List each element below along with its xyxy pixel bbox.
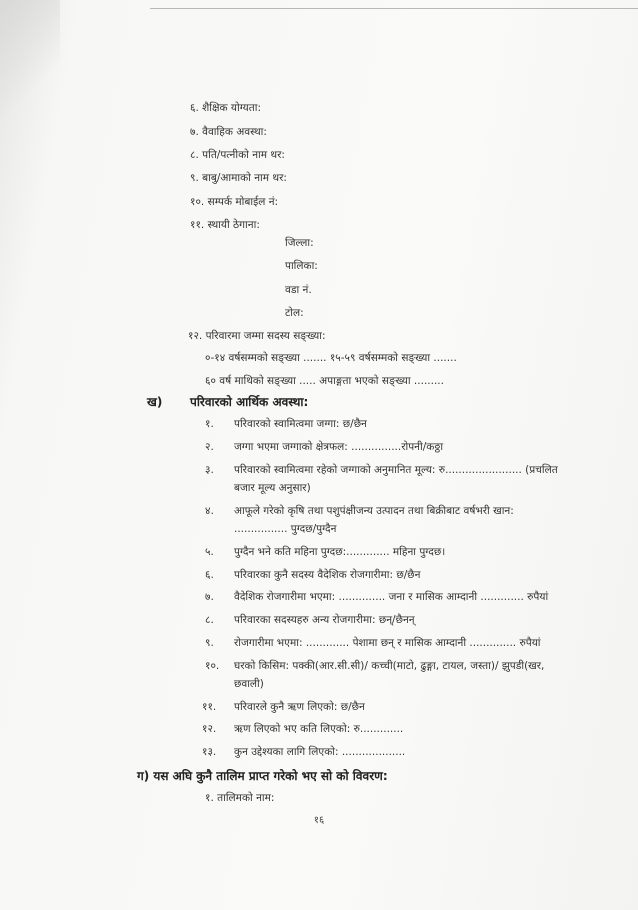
kha-item-num: २. <box>205 441 214 453</box>
kha-item-text: ऋण लिएको भए कति लिएको: रु............. <box>234 723 404 735</box>
kha-item-num: ५. <box>205 546 214 558</box>
kha-item-num: ३. <box>205 464 214 476</box>
kha-item-text: परिवारका सदस्यहरु अन्य रोजगारीमा: छन्/छैनन् <box>234 614 415 626</box>
kha-item-num: ८. <box>205 614 214 626</box>
section-kha-title: परिवारको आर्थिक अवस्था: <box>190 395 309 409</box>
kha-item-num: ७. <box>205 591 214 603</box>
kha-item-text: बजार मूल्य अनुसार) <box>234 482 311 494</box>
kha-item-num: ४. <box>205 505 214 517</box>
family-members-row1: ०-१४ वर्षसम्मको सङ्ख्या ....... १५-५९ वर्षसम्मको सङ्ख्या ....... <box>205 352 457 364</box>
kha-item-text: परिवारले कुनै ऋण लिएको: छ/छैन <box>234 701 365 713</box>
kha-item-text: कुन उद्देश्यका लागि लिएको: ................... <box>234 746 406 758</box>
kha-item-num: १३. <box>202 746 217 758</box>
kha-item-num: १२. <box>202 723 217 735</box>
field-marital-status: ७. वैवाहिक अवस्था: <box>190 126 267 138</box>
kha-item-num: ११. <box>202 701 217 713</box>
address-district: जिल्ला: <box>285 237 314 249</box>
page-fold-shadow <box>0 0 60 120</box>
family-members-row2: ६० वर्ष माथिको सङ्ख्या ..... अपाङ्गता भएको सङ्ख्या ......... <box>205 375 444 387</box>
field-permanent-address: ११. स्थायी ठेगाना: <box>190 219 260 231</box>
kha-item-num: १०. <box>205 660 220 672</box>
kha-item-text: छवाली) <box>234 678 264 690</box>
training-name-field: १. तालिमको नाम: <box>205 792 275 804</box>
kha-item-text: आफूले गरेको कृषि तथा पशुपंक्षीजन्य उत्पादन तथा बिक्रीबाट वर्षभरी खान: <box>234 505 514 517</box>
kha-item-text: परिवारको स्वामित्वमा रहेको जग्गाको अनुमानित मूल्य: रु....................... (प्रचलित <box>234 464 558 476</box>
field-mobile: १०. सम्पर्क मोबाईल नं: <box>190 196 279 208</box>
top-edge-line <box>150 8 638 9</box>
address-municipality: पालिका: <box>285 260 318 272</box>
page-number: १६ <box>313 815 325 826</box>
address-tole: टोल: <box>285 307 304 319</box>
kha-item-text: घरको किसिम: पक्की(आर.सी.सी)/ कच्ची(माटो, ढुङ्गा, टायल, जस्ता)/ झुपडी(खर, <box>234 660 545 672</box>
kha-item-text: ................ पुग्दछ/पुग्दैन <box>234 523 337 535</box>
kha-item-text: जग्गा भएमा जग्गाको क्षेत्रफल: ...............रोपनी/कठ्ठा <box>234 441 444 453</box>
family-members-title: १२. परिवारमा जम्मा सदस्य सङ्ख्या: <box>188 330 326 342</box>
section-ga-title: ग) यस अघि कुनै तालिम प्राप्त गरेको भए सो को विवरण: <box>137 769 388 783</box>
field-parent-name: ९. बाबु/आमाको नाम थर: <box>190 172 287 184</box>
kha-item-num: ६. <box>205 569 214 581</box>
field-education: ६. शैक्षिक योग्यता: <box>190 102 262 114</box>
address-ward: वडा नं. <box>285 284 312 296</box>
section-kha-label: ख) <box>147 395 163 409</box>
kha-item-text: वैदेशिक रोजगारीमा भएमा: .............. जना र मासिक आम्दानी ............. रुपैयां <box>234 591 549 603</box>
kha-item-text: परिवारको स्वामित्वमा जग्गा: छ/छैन <box>234 418 367 430</box>
kha-item-num: १. <box>205 418 214 430</box>
kha-item-text: पुग्दैन भने कति महिना पुग्दछ:............. महिना पुग्दछ। <box>234 546 446 558</box>
field-spouse-name: ८. पति/पत्नीको नाम थर: <box>190 149 285 161</box>
kha-item-text: परिवारका कुनै सदस्य वैदेशिक रोजगारीमा: छ/छैन <box>234 569 421 581</box>
kha-item-text: रोजगारीमा भएमा: ............. पेशामा छन् र मासिक आम्दानी .............. रुपैयां <box>234 637 541 649</box>
kha-item-num: ९. <box>205 637 214 649</box>
